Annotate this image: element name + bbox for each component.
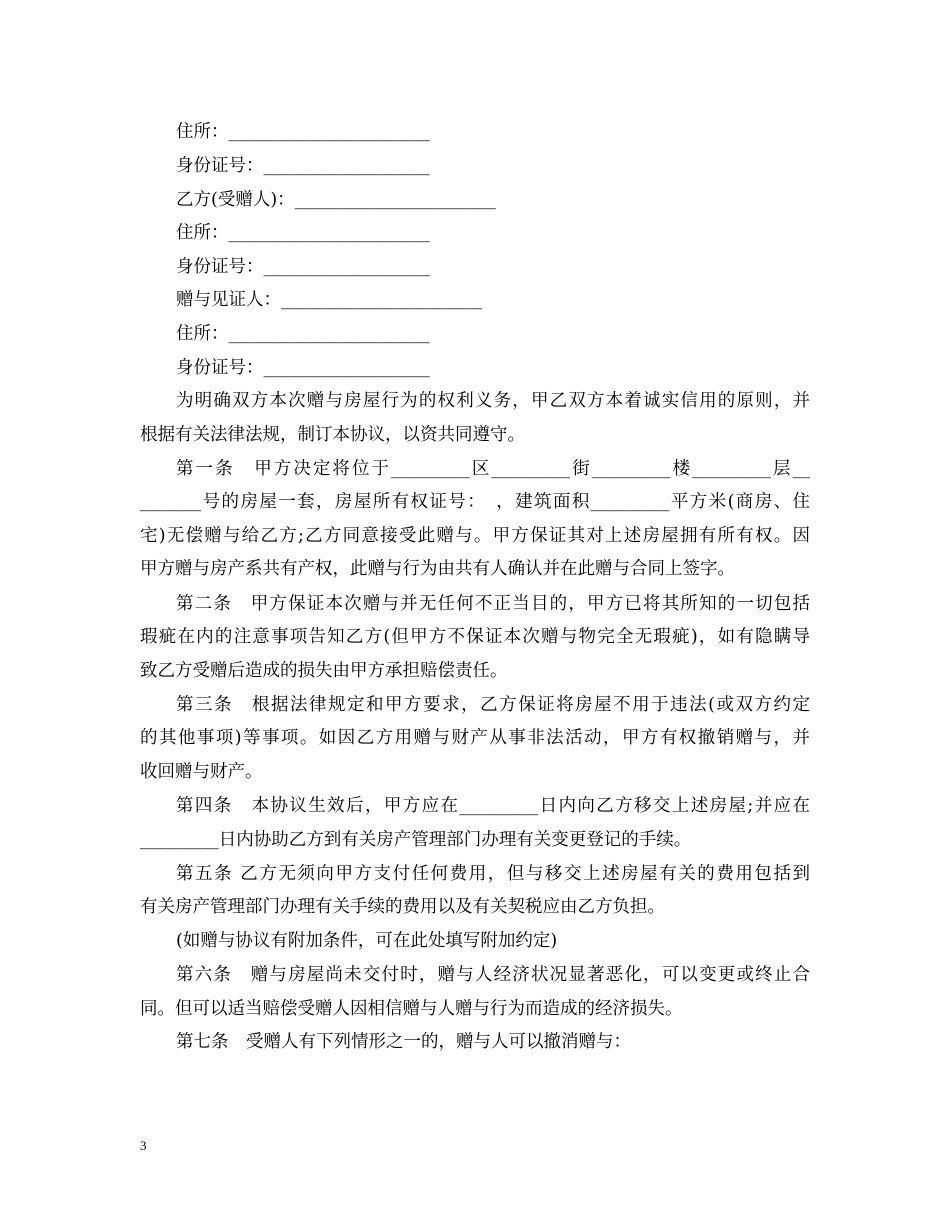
article-1-line-2: _______号的房屋一套，房屋所有权证号： ，建筑面积_________平方米(商房、住 xyxy=(140,492,810,512)
article-1-line-4: 甲方赠与房产系共有产权，此赠与行为由共有人确认并在此赠与合同上签字。 xyxy=(140,559,735,579)
preamble-line-2: 根据有关法律法规，制订本协议，以资共同遵守。 xyxy=(140,425,525,445)
yi-name-field: 乙方(受赠人)：_______________________ xyxy=(176,190,496,210)
article-2-line-2: 瑕疵在内的注意事项告知乙方(但甲方不保证本次赠与物完全无瑕疵)，如有隐瞒导 xyxy=(140,627,810,647)
jia-address-field: 住所：_______________________ xyxy=(176,122,430,142)
article-3-line-2: 的其他事项)等事项。如因乙方用赠与财产从事非法活动，甲方有权撤销赠与，并 xyxy=(140,728,810,748)
page-number: 3 xyxy=(140,1138,147,1153)
article-5-line-1: 第五条 乙方无须向甲方支付任何费用，但与移交上述房屋有关的费用包括到 xyxy=(176,864,810,884)
article-2-line-3: 致乙方受赠后造成的损失由甲方承担赔偿责任。 xyxy=(140,661,508,681)
article-3-line-1: 第三条 根据法律规定和甲方要求，乙方保证将房屋不用于违法(或双方约定 xyxy=(176,695,810,715)
additional-terms-note: (如赠与协议有附加条件，可在此处填写附加约定) xyxy=(176,931,558,951)
article-7-line-1: 第七条 受赠人有下列情形之一的，赠与人可以撤消赠与： xyxy=(176,1032,631,1052)
article-1-line-1: 第一条 甲方决定将位于_________区_________街_________楼_________层__ xyxy=(176,459,810,479)
article-1-line-3: 宅)无偿赠与给乙方;乙方同意接受此赠与。甲方保证其对上述房屋拥有所有权。因 xyxy=(140,526,810,546)
article-2-line-1: 第二条 甲方保证本次赠与并无任何不正当目的，甲方已将其所知的一切包括 xyxy=(176,594,810,614)
preamble-line-1: 为明确双方本次赠与房屋行为的权利义务，甲乙双方本着诚实信用的原则，并 xyxy=(176,391,810,411)
yi-address-field: 住所：_______________________ xyxy=(176,223,430,243)
article-6-line-2: 同。但可以适当赔偿受赠人因相信赠与人赠与行为而造成的经济损失。 xyxy=(140,999,683,1019)
article-6-line-1: 第六条 赠与房屋尚未交付时，赠与人经济状况显著恶化，可以变更或终止合 xyxy=(176,965,810,985)
article-3-line-3: 收回赠与财产。 xyxy=(140,762,263,782)
yi-id-field: 身份证号：___________________ xyxy=(176,257,430,277)
article-5-line-2: 有关房产管理部门办理有关手续的费用以及有关契税应由乙方负担。 xyxy=(140,897,665,917)
witness-address-field: 住所：_______________________ xyxy=(176,324,430,344)
witness-id-field: 身份证号：___________________ xyxy=(176,358,430,378)
jia-id-field: 身份证号：___________________ xyxy=(176,156,430,176)
article-4-line-1: 第四条 本协议生效后，甲方应在_________日内向乙方移交上述房屋;并应在 xyxy=(176,796,810,816)
article-4-line-2: _________日内协助乙方到有关房产管理部门办理有关变更登记的手续。 xyxy=(140,830,692,850)
witness-name-field: 赠与见证人：_______________________ xyxy=(176,290,483,310)
